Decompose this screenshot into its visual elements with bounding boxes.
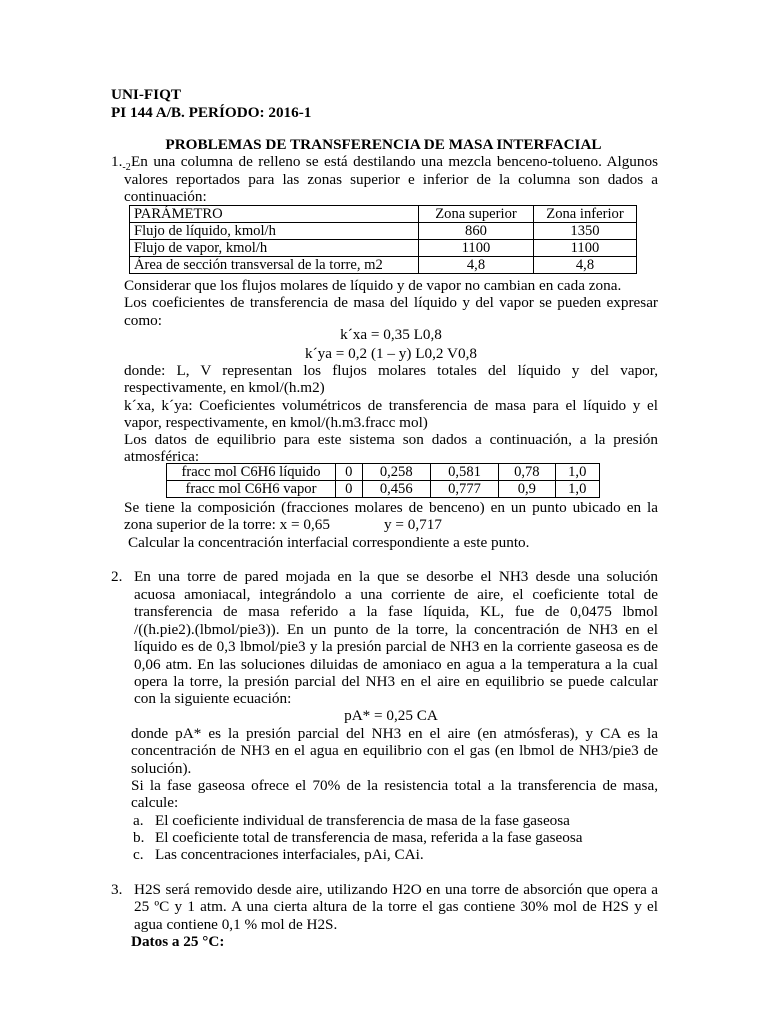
problem-2-line: transferencia de masa referido a la fase líquida, KL, fue de 0,0475 lbmol	[134, 603, 658, 620]
table-cell: 0,777	[430, 481, 498, 498]
problem-1-line: En una columna de relleno se está destilando una mezcla benceno-tolueno. Algunos	[131, 153, 658, 170]
table-cell: Área de sección transversal de la torre, m2	[130, 257, 419, 274]
table-header-cell: PARÁMETRO	[130, 206, 419, 223]
table-cell: 0,9	[499, 481, 555, 498]
table-cell: 0,581	[430, 464, 498, 481]
problem-1-line: Los coeficientes de transferencia de masa del líquido y del vapor se pueden expresar	[124, 294, 658, 311]
problem-2-number: 2.	[111, 568, 123, 585]
table-row	[130, 257, 637, 274]
problem-1-number: $1._{-2}$	[111, 153, 131, 174]
institution-label: UNI-FIQT	[111, 86, 182, 103]
problem-3-line: agua contiene 0,1 % mol de H2S.	[134, 916, 338, 933]
table-cell: 0,456	[362, 481, 430, 498]
problem-1-line: k´xa, k´ya: Coeficientes volumétricos de transferencia de masa para el líquido y el	[124, 397, 658, 414]
problem-1-line: zona superior de la torre: x = 0,65	[124, 516, 330, 533]
equation-kya: k´ya = 0,2 (1 – y) L0,2 V0,8	[305, 345, 477, 362]
table-header-row	[130, 206, 637, 223]
table-cell: 1100	[419, 240, 534, 257]
parameters-table	[129, 205, 637, 274]
problem-1-line: Considerar que los flujos molares de líquido y de vapor no cambian en cada zona.	[124, 277, 622, 294]
table-cell: 0,78	[499, 464, 555, 481]
problem-1-line: como:	[124, 312, 162, 329]
problem-3-line: H2S será removido desde aire, utilizando H2O en una torre de absorción que opera a	[134, 881, 658, 898]
problem-2-line: líquido es de 0,3 lbmol/pie3 y la presión parcial de NH3 en la corriente gaseosa es de	[134, 638, 658, 655]
table-row	[130, 240, 637, 257]
page-title: PROBLEMAS DE TRANSFERENCIA DE MASA INTERFACIAL	[165, 136, 602, 153]
table-cell: fracc mol C6H6 líquido	[167, 464, 336, 481]
table-cell: 1,0	[555, 464, 599, 481]
table-cell: 4,8	[419, 257, 534, 274]
table-cell: 1100	[534, 240, 637, 257]
problem-2-line: calcule:	[131, 794, 179, 811]
problem-1-line: atmosférica:	[124, 448, 200, 465]
list-item-label: b.	[133, 829, 145, 846]
list-item: Las concentraciones interfaciales, pAi, CAi.	[155, 846, 424, 863]
problem-1-line: y = 0,717	[384, 516, 442, 533]
problem-2-line: con la siguiente ecuación:	[134, 690, 292, 707]
problem-2-line: /((h.pie2).(lbmol/pie3)). En un punto de la torre, la concentración de NH3 en el	[134, 621, 658, 638]
table-header-cell: Zona inferior	[534, 206, 637, 223]
problem-3-number: 3.	[111, 881, 123, 898]
course-period-label: PI 144 A/B. PERÍODO: 2016-1	[111, 104, 312, 121]
problem-1-line: Los datos de equilibrio para este sistema son dados a continuación, a la presión	[124, 431, 658, 448]
problem-1-line: respectivamente, en kmol/(h.m2)	[124, 379, 325, 396]
problem-2-line: solución).	[131, 760, 192, 777]
problem-1-line: donde: L, V representan los flujos molares totales del líquido y del vapor,	[124, 362, 658, 379]
table-cell: 4,8	[534, 257, 637, 274]
list-item: El coeficiente total de transferencia de masa, referida a la fase gaseosa	[155, 829, 583, 846]
table-cell: Flujo de líquido, kmol/h	[130, 223, 419, 240]
list-item-label: a.	[133, 812, 144, 829]
equilibrium-table	[166, 463, 600, 498]
table-cell: 1,0	[555, 481, 599, 498]
table-row	[167, 464, 600, 481]
problem-2-line: concentración de NH3 en el agua en equilibrio con el gas (en lbmol de NH3/pie3 de	[131, 742, 658, 759]
problem-1-line: valores reportados para las zonas superior e inferior de la columna son dados a	[124, 171, 658, 188]
list-item-label: c.	[133, 846, 144, 863]
table-row	[167, 481, 600, 498]
data-heading: Datos a 25 °C:	[131, 933, 225, 950]
problem-1-line: continuación:	[124, 188, 207, 205]
table-cell: 1350	[534, 223, 637, 240]
list-item: El coeficiente individual de transferencia de masa de la fase gaseosa	[155, 812, 570, 829]
table-cell: 0	[336, 464, 363, 481]
problem-2-line: opera la torre, la presión parcial del NH3 en el aire en equilibrio se puede calcular	[134, 673, 658, 690]
table-header-cell: Zona superior	[419, 206, 534, 223]
table-cell: Flujo de vapor, kmol/h	[130, 240, 419, 257]
problem-1-line: vapor, respectivamente, en kmol/(h.m3.fracc mol)	[124, 414, 428, 431]
table-cell: 0,258	[362, 464, 430, 481]
table-cell: 860	[419, 223, 534, 240]
problem-2-line: acuosa amoniacal, integrándolo a una corriente de aire, el coeficiente total de	[134, 586, 658, 603]
table-cell: 0	[336, 481, 363, 498]
equation-kxa: k´xa = 0,35 L0,8	[340, 326, 442, 343]
table-cell: fracc mol C6H6 vapor	[167, 481, 336, 498]
problem-1-line: Calcular la concentración interfacial correspondiente a este punto.	[128, 534, 530, 551]
problem-2-line: donde pA* es la presión parcial del NH3 en el aire (en atmósferas), y CA es la	[131, 725, 658, 742]
equation-pa: pA* = 0,25 CA	[344, 707, 438, 724]
problem-1-line: Se tiene la composición (fracciones molares de benceno) en un punto ubicado en la	[124, 499, 658, 516]
problem-2-line: 0,06 atm. En las soluciones diluidas de amoniaco en agua a la temperatura a la cual	[134, 656, 658, 673]
problem-3-line: 25 ºC y 1 atm. A una cierta altura de la torre el gas contiene 30% mol de H2S y el	[134, 898, 658, 915]
problem-2-line: Si la fase gaseosa ofrece el 70% de la resistencia total a la transferencia de masa,	[131, 777, 658, 794]
problem-2-line: En una torre de pared mojada en la que se desorbe el NH3 desde una solución	[134, 568, 658, 585]
table-row	[130, 223, 637, 240]
